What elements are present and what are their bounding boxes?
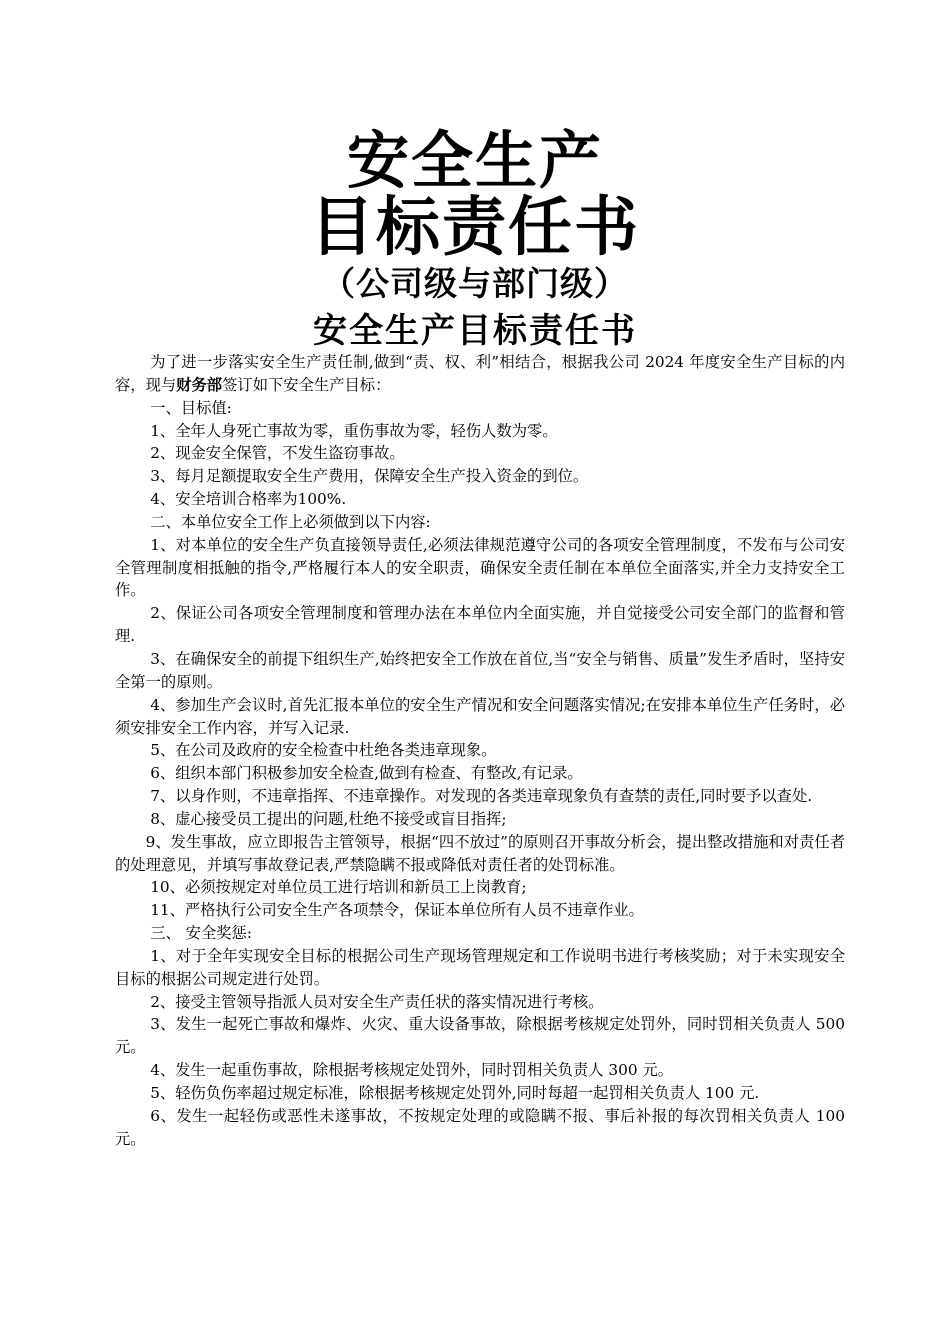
- duty-item: 3、在确保安全的前提下组织生产,始终把安全工作放在首位,当“安全与销售、质量”发生矛盾时，坚持安全第一的原则。: [115, 649, 845, 691]
- reward-item: 6、发生一起轻伤或恶性未遂事故，不按规定处理的或隐瞒不报、事后补报的每次罚相关负责人 100 元。: [115, 1106, 845, 1148]
- target-item: 3、每月足额提取安全生产费用，保障安全生产投入资金的到位。: [150, 467, 589, 486]
- section-heading-rewards: 三、 安全奖惩:: [150, 924, 252, 943]
- section-heading: 安全生产目标责任书: [313, 311, 637, 351]
- reward-item: 3、发生一起死亡事故和爆炸、火灾、重大设备事故，除根据考核规定处罚外，同时罚相关负责人 500 元。: [115, 1015, 845, 1057]
- duty-item: 8、虚心接受员工提出的问题,杜绝不接受或盲目指挥;: [150, 809, 507, 828]
- section-heading-duties: 二、本单位安全工作上必须做到以下内容:: [150, 512, 431, 531]
- duty-item: 9、发生事故，应立即报告主管领导，根据“四不放过”的原则召开事故分析会，提出整改措施和对责任者的处理意见，并填写事故登记表,严禁隐瞒不报或降低对责任者的处罚标准。: [115, 832, 845, 874]
- document-title-line1: 安全生产: [346, 124, 603, 197]
- document-title-line2: 目标责任书: [310, 191, 640, 265]
- intro-paragraph: [115, 351, 845, 397]
- document-body: [115, 351, 845, 1151]
- target-item: 4、安全培训合格率为100%.: [150, 490, 347, 509]
- duty-item: 6、组织本部门积极参加安全检查,做到有检查、有整改,有记录。: [150, 764, 583, 783]
- intro-text-part2: 签订如下安全生产目标：: [222, 375, 391, 394]
- duty-item: 2、保证公司各项安全管理制度和管理办法在本单位内全面实施，并自觉接受公司安全部门的监督和管理.: [115, 604, 845, 646]
- reward-item: 2、接受主管领导指派人员对安全生产责任状的落实情况进行考核。: [150, 992, 604, 1011]
- duty-item: 10、必须按规定对单位员工进行培训和新员工上岗教育;: [150, 878, 527, 897]
- target-item: 1、全年人身死亡事故为零，重伤事故为零，轻伤人数为零。: [150, 421, 558, 440]
- duty-item: 11、严格执行公司安全生产各项禁令，保证本单位所有人员不违章作业。: [150, 901, 644, 920]
- reward-item: 4、发生一起重伤事故，除根据考核规定处罚外，同时罚相关负责人 300 元。: [150, 1061, 674, 1080]
- duty-item: 1、对本单位的安全生产负直接领导责任,必须法律规范遵守公司的各项安全管理制度，不发布与公司安全管理制度相抵触的指令,严格履行本人的安全职责，确保安全责任制在本单位全面落实,并全力支持安全工作。: [115, 535, 845, 600]
- document-subtitle-scope: （公司级与部门级）: [322, 264, 628, 303]
- intro-text-part1: 为了进一步落实安全生产责任制,做到“责、权、利”相结合，根据我公司 2024 年度安全生产目标的内容，现与: [115, 353, 845, 394]
- duty-item: 5、在公司及政府的安全检查中杜绝各类违章现象。: [150, 741, 497, 760]
- duty-item: 7、以身作则，不违章指挥、不违章操作。对发现的各类违章现象负有查禁的责任,同时要予以查处.: [150, 787, 813, 806]
- duty-item: 4、参加生产会议时,首先汇报本单位的安全生产情况和安全问题落实情况;在安排本单位生产任务时，必须安排安全工作内容，并写入记录.: [115, 695, 845, 737]
- target-item: 2、现金安全保管，不发生盗窃事故。: [150, 444, 405, 463]
- reward-item: 1、对于全年实现安全目标的根据公司生产现场管理规定和工作说明书进行考核奖励；对于未实现安全目标的根据公司规定进行处罚。: [115, 946, 845, 988]
- department-name: 财务部: [176, 375, 223, 394]
- reward-item: 5、轻伤负伤率超过规定标准，除根据考核规定处罚外,同时每超一起罚相关负责人 100 元.: [150, 1084, 760, 1102]
- section-heading-targets: 一、目标值:: [150, 398, 232, 417]
